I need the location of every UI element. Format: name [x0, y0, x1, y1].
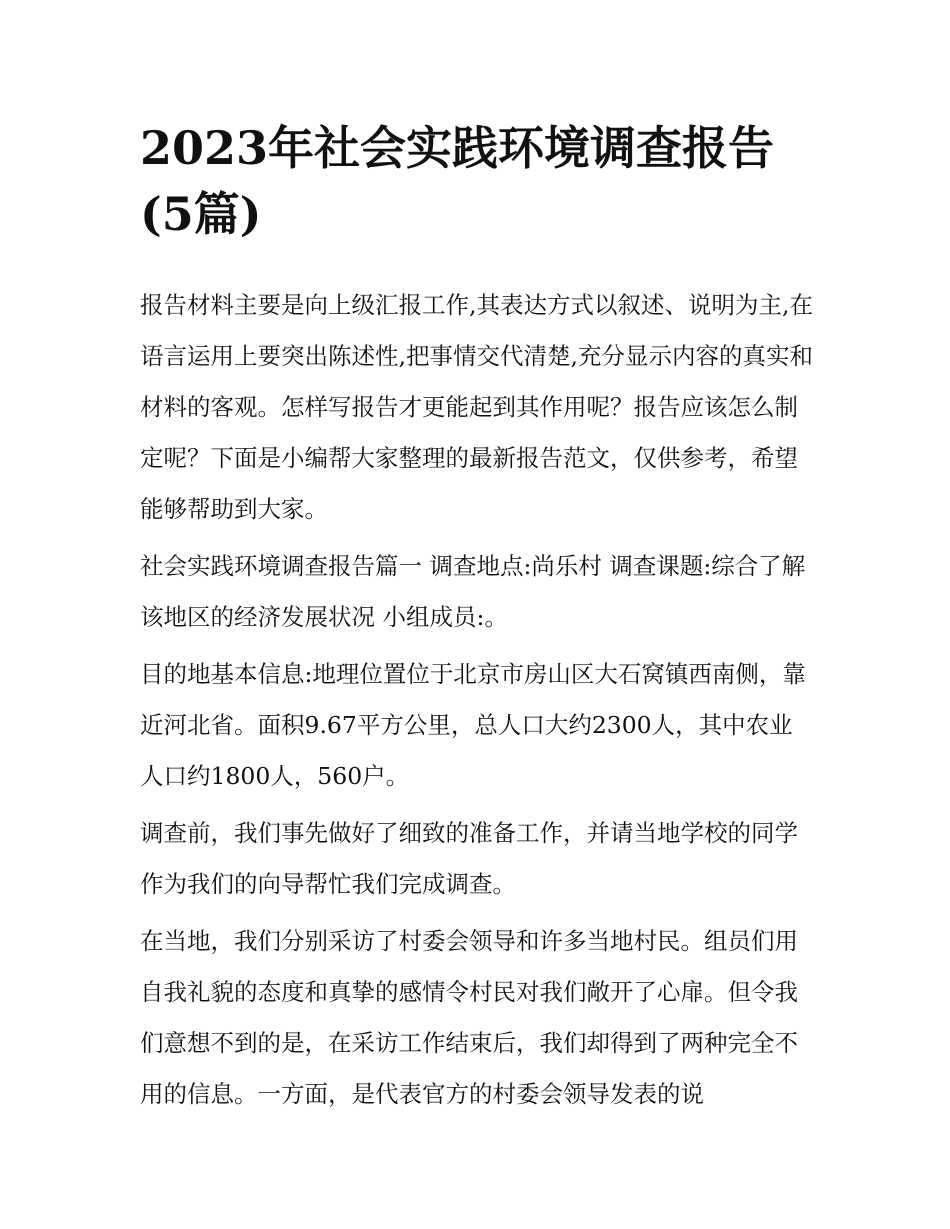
- interview-paragraph: 在当地，我们分别采访了村委会领导和许多当地村民。组员们用自我礼貌的态度和真挚的感情令村民对我们敞开了心扉。但令我们意想不到的是，在采访工作结束后，我们却得到了两种完全不用的信息。一方面，是代表官方的村委会领导发表的说: [140, 927, 798, 1108]
- preparation-paragraph: 调查前，我们事先做好了细致的准备工作，并请当地学校的同学作为我们的向导帮忙我们完成调查。: [140, 819, 798, 898]
- destination-info-paragraph: 目的地基本信息:地理位置位于北京市房山区大石窝镇西南侧，靠近河北省。面积9.67平方公里，总人口大约2300人，其中农业人口约1800人，560户。: [140, 660, 806, 790]
- document-body: [140, 280, 815, 1126]
- document-title: 2023年社会实践环境调查报告(5篇): [140, 121, 775, 241]
- survey-info-paragraph: 社会实践环境调查报告篇一 调查地点:尚乐村 调查课题:综合了解该地区的经济发展状况 小组成员:。: [140, 552, 806, 631]
- intro-paragraph: 报告材料主要是向上级汇报工作,其表达方式以叙述、说明为主,在语言运用上要突出陈述性,把事情交代清楚,充分显示内容的真实和材料的客观。怎样写报告才更能起到其作用呢？报告应该怎么制定呢？下面是小编帮大家整理的最新报告范文，仅供参考，希望能够帮助到大家。: [140, 291, 813, 523]
